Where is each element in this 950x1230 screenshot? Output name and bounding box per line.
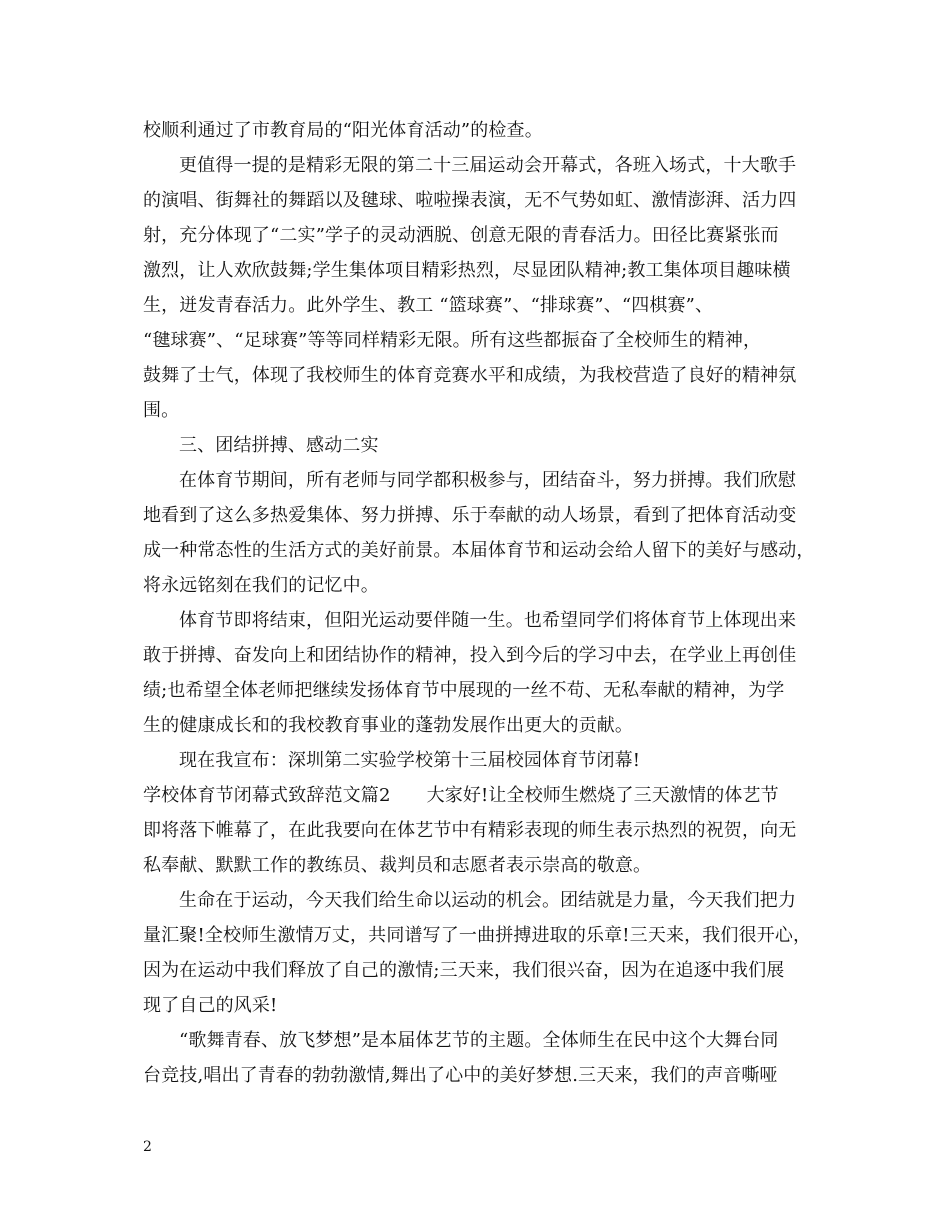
text-line: 激烈，让人欢欣鼓舞;学生集体项目精彩热烈，尽显团队精神;教工集体项目趣味横 <box>143 260 791 281</box>
text-line: 地看到了这么多热爱集体、努力拼搏、乐于奉献的动人场景，看到了把体育活动变 <box>143 505 797 526</box>
greeting-text: 大家好!让全校师生燃烧了三天激情的体艺节 <box>426 785 779 806</box>
text-line: 台竞技,唱出了青春的勃勃激情,舞出了心中的美好梦想.三天来，我们的声音嘶哑 <box>143 1065 778 1086</box>
paragraph-start-line: “歌舞青春、放飞梦想”是本届体艺节的主题。全体师生在民中这个大舞台同 <box>179 1030 779 1051</box>
announcement-line: 现在我宣布：深圳第二实验学校第十三届校园体育节闭幕! <box>179 750 641 771</box>
text-line: 量汇聚!全校师生激情万丈，共同谱写了一曲拼搏进取的乐章!三天来，我们很开心， <box>143 925 812 946</box>
text-line: 因为在运动中我们释放了自己的激情;三天来，我们很兴奋，因为在追逐中我们展 <box>143 960 785 981</box>
page-number: 2 <box>143 1139 152 1155</box>
text-line: 围。 <box>143 400 180 421</box>
text-line: 私奉献、默默工作的教练员、裁判员和志愿者表示崇高的敬意。 <box>143 855 652 876</box>
text-line: 生的健康成长和的我校教育事业的蓬勃发展作出更大的贡献。 <box>143 715 634 736</box>
text-line: 成一种常态性的生活方式的美好前景。本届体育节和运动会给人留下的美好与感动， <box>143 540 815 561</box>
paragraph-start-line: 更值得一提的是精彩无限的第二十三届运动会开幕式，各班入场式，十大歌手 <box>179 155 797 176</box>
section-heading: 三、团结拼搏、感动二实 <box>179 435 379 456</box>
text-line: 校顺利通过了市教育局的“阳光体育活动”的检查。 <box>143 120 543 141</box>
text-line: 敢于拼搏、奋发向上和团结协作的精神，投入到今后的学习中去，在学业上再创佳 <box>143 645 797 666</box>
article-title: 学校体育节闭幕式致辞范文篇2 <box>143 785 391 806</box>
title-line <box>143 778 815 813</box>
paragraph-start-line: 生命在于运动，今天我们给生命以运动的机会。团结就是力量，今天我们把力 <box>179 890 797 911</box>
text-line: 现了自己的风采! <box>143 995 278 1016</box>
text-line: 绩;也希望全体老师把继续发扬体育节中展现的一丝不苟、无私奉献的精神，为学 <box>143 680 785 701</box>
paragraph-start-line: 体育节即将结束，但阳光运动要伴随一生。也希望同学们将体育节上体现出来 <box>179 610 797 631</box>
text-line: 生，迸发青春活力。此外学生、教工 “篮球赛”、“排球赛”、“四棋赛”、 <box>143 295 714 316</box>
text-line: 即将落下帷幕了，在此我要向在体艺节中有精彩表现的师生表示热烈的祝贺，向无 <box>143 820 797 841</box>
paragraph-start-line: 在体育节期间，所有老师与同学都积极参与，团结奋斗，努力拼搏。我们欣慰 <box>179 470 797 491</box>
text-line: 将永远铭刻在我们的记忆中。 <box>143 575 379 596</box>
text-line: 的演唱、街舞社的舞蹈以及毽球、啦啦操表演，无不气势如虹、激情澎湃、活力四 <box>143 190 797 211</box>
document-body <box>143 113 815 1093</box>
text-line: 鼓舞了士气，体现了我校师生的体育竞赛水平和成绩，为我校营造了良好的精神氛 <box>143 365 797 386</box>
text-line: “毽球赛”、“足球赛”等等同样精彩无限。所有这些都振奋了全校师生的精神， <box>143 330 762 351</box>
text-line: 射，充分体现了“二实”学子的灵动洒脱、创意无限的青春活力。田径比赛紧张而 <box>143 225 779 246</box>
